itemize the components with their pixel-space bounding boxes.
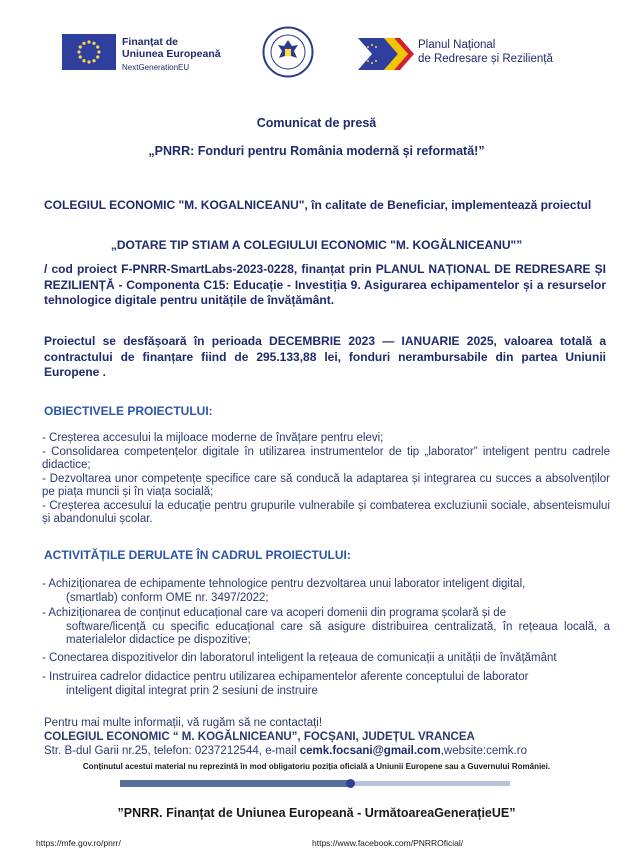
contact-institution: COLEGIUL ECONOMIC “ M. KOGĂLNICEANU”, FOCȘANI, JUDEȚUL VRANCEA bbox=[44, 731, 475, 743]
decorative-divider-bar bbox=[120, 780, 510, 787]
pnrr-logo-text bbox=[418, 38, 588, 66]
list-item: - Creșterea accesului la mijloace moderne de învățare pentru elevi; bbox=[42, 432, 384, 444]
list-item: - Dezvoltarea unor competențe specifice care să conducă la adaptarea și integrarea cu succes a absolvenților pe piața muncii și în viața socială; bbox=[42, 472, 610, 498]
project-name: „DOTARE TIP STIAM A COLEGIULUI ECONOMIC "M. KOGĂLNICEANU"” bbox=[110, 238, 523, 252]
activity-main: - Conectarea dispozitivelor din laboratorul inteligent la rețeaua de comunicații a unității de învățământ bbox=[42, 651, 557, 664]
project-period-paragraph: Proiectul se desfășoară în perioada DECEMBRIE 2023 — IANUARIE 2025, valoarea totală a contractului de finanțare fiind de 295.133,88 lei, fonduri nerambursabile din partea Uniunii Europene . bbox=[44, 334, 606, 379]
mfe-website-link[interactable]: https://mfe.gov.ro/pnrr/ bbox=[36, 838, 121, 848]
list-item bbox=[42, 652, 610, 666]
divider-light-segment bbox=[350, 781, 510, 786]
list-item: - Consolidarea competențelor digitale în utilizarea instrumentelor de tip „laborator” inteligent pentru cadrele didactice; bbox=[42, 445, 610, 471]
eu-logo-line1: Finanțat de bbox=[122, 36, 179, 48]
divider-dot-icon bbox=[346, 779, 355, 788]
activity-continuation: (smartlab) conform OME nr. 3497/2022; bbox=[66, 591, 269, 604]
romanian-government-seal-icon bbox=[262, 26, 314, 78]
pnrr-arrow-logo bbox=[358, 38, 414, 70]
eu-flag-logo bbox=[62, 34, 116, 70]
activities-list bbox=[42, 578, 610, 700]
activity-main: - Achiziționarea de echipamente tehnologice pentru dezvoltarea unui laborator inteligent digital, bbox=[42, 578, 526, 590]
press-slogan: „PNRR: Fonduri pentru România modernă și reformată!” bbox=[148, 144, 485, 158]
beneficiary-paragraph: COLEGIUL ECONOMIC "M. KOGALNICEANU", în calitate de Beneficiar, implementează proiectul bbox=[44, 198, 592, 212]
activity-main: - Instruirea cadrelor didactice pentru utilizarea echipamentelor aferente conceptului de laborator bbox=[42, 671, 529, 683]
list-item bbox=[42, 578, 610, 605]
facebook-page-link[interactable]: https://www.facebook.com/PNRROficial/ bbox=[312, 838, 464, 848]
list-item bbox=[42, 671, 610, 698]
contact-website-text: ,website:cemk.ro bbox=[440, 745, 527, 757]
list-item: - Creșterea accesului la educație pentru grupurile vulnerabile și combaterea excluziunii sociale, absenteismului și abandonului școlar. bbox=[42, 499, 610, 525]
activities-heading: ACTIVITĂȚILE DERULATE ÎN CADRUL PROIECTULUI: bbox=[44, 548, 351, 562]
footer-slogan: ”PNRR. Finanțat de Uniunea Europeană - UrmătoareaGenerațieUE” bbox=[117, 806, 516, 820]
eu-logo-line3: NextGenerationEU bbox=[122, 63, 190, 72]
project-code-paragraph: / cod proiect F-PNRR-SmartLabs-2023-0228, finanțat prin PLANUL NAȚIONAL DE REDRESARE ȘI REZILIENȚĂ - Componenta C15: Educație - Investiția 9. Asigurarea echipamentelor și a resurselor tehnologice digitale pentru unitățile de învățământ. bbox=[44, 262, 606, 307]
disclaimer-text: Conținutul acestui material nu reprezintă în mod obligatoriu poziția oficială a Uniunii Europene sau a Guvernului României. bbox=[82, 762, 551, 771]
contact-intro: Pentru mai multe informații, vă rugăm să ne contactați! bbox=[44, 717, 323, 729]
eu-stars-icon bbox=[62, 34, 116, 70]
contact-address-text: Str. B-dul Garii nr.25, telefon: 0237212544, e-mail bbox=[44, 745, 300, 757]
pnrr-flag-arrow-icon bbox=[358, 38, 414, 70]
divider-dark-segment bbox=[120, 780, 350, 787]
list-item bbox=[42, 607, 610, 648]
contact-email-link[interactable]: cemk.focsani@gmail.com bbox=[299, 745, 441, 757]
activity-continuation: inteligent digital integrat prin 2 sesiuni de instruire bbox=[66, 684, 318, 697]
objectives-list bbox=[42, 432, 610, 527]
eu-logo-line2: Uniunea Europeană bbox=[122, 48, 221, 60]
objectives-heading: OBIECTIVELE PROIECTULUI: bbox=[44, 404, 213, 418]
government-seal-logo bbox=[262, 26, 314, 78]
activity-main: - Achiziționarea de conținut educațional care va acoperi domenii din programa școlară și de bbox=[42, 607, 507, 619]
activity-continuation: software/licență cu specific educațional care să asigure distribuirea centralizată, în rețeaua locală, a materialelor didactice pe dispozitive; bbox=[66, 620, 610, 646]
pnrr-logo-line2: de Redresare și Reziliență bbox=[418, 53, 553, 65]
contact-address bbox=[44, 744, 604, 758]
page-title: Comunicat de presă bbox=[256, 116, 377, 130]
eu-logo-text bbox=[122, 36, 232, 73]
pnrr-logo-line1: Planul Național bbox=[418, 39, 496, 51]
